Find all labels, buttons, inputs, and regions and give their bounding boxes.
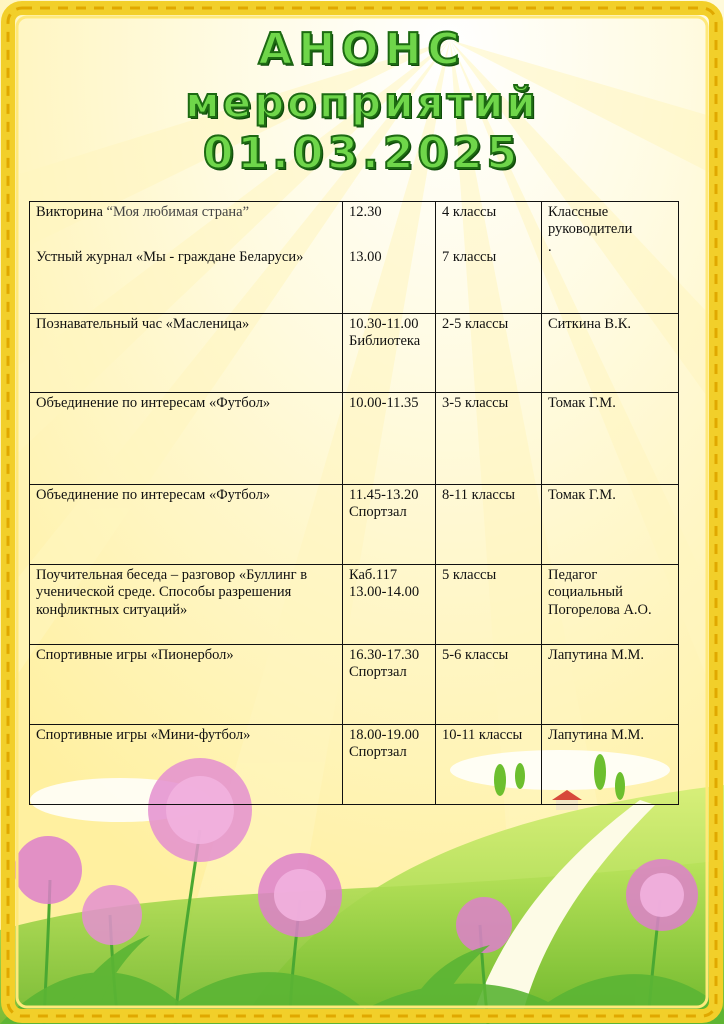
classes-cell: 8-11 классы <box>436 485 542 565</box>
event-text: Устный журнал «Мы - граждане Беларуси» <box>36 249 304 266</box>
time-text: 10.30-11.00 <box>349 316 419 332</box>
classes-cell: 10-11 классы <box>436 725 542 805</box>
responsible-cell: Томак Г.М. <box>542 393 679 485</box>
responsible-text: Педагог социальный <box>548 567 623 601</box>
table-row <box>30 393 679 485</box>
event-text: Викторина “Моя любимая страна” <box>36 204 250 220</box>
responsible-text: Классные руководители <box>548 204 633 238</box>
responsible-text: Погорелова А.О. <box>548 601 652 618</box>
title-announce: АНОНС <box>258 24 466 75</box>
classes-cell: 3-5 классы <box>436 393 542 485</box>
title-events: мероприятий <box>185 78 539 127</box>
classes-cell: 2-5 классы <box>436 314 542 393</box>
table-row <box>30 314 679 393</box>
classes-cell: 5-6 классы <box>436 645 542 725</box>
event-cell: Поучительная беседа – разговор «Буллинг в ученической среде. Способы разрешения конфликтных ситуаций» <box>30 565 343 645</box>
title-date: 01.03.2025 <box>202 128 522 179</box>
time-cell <box>343 725 436 805</box>
time-cell <box>343 314 436 393</box>
place-text: Спортзал <box>349 664 407 681</box>
place-text: Спортзал <box>349 504 407 521</box>
table-row <box>30 645 679 725</box>
responsible-cell: Лапутина М.М. <box>542 725 679 805</box>
time-text: 16.30-17.30 <box>349 647 420 663</box>
responsible-cell <box>542 565 679 645</box>
time-cell <box>343 645 436 725</box>
event-cell: Познавательный час «Масленица» <box>30 314 343 393</box>
classes-cell <box>436 202 542 314</box>
event-cell: Объединение по интересам «Футбол» <box>30 393 343 485</box>
time-cell <box>343 202 436 314</box>
time-cell: 10.00-11.35 <box>343 393 436 485</box>
table-row <box>30 485 679 565</box>
time-text: 13.00 <box>349 249 382 266</box>
time-text: 12.30 <box>349 204 382 220</box>
place-text: Каб.117 <box>349 567 398 583</box>
responsible-cell: Ситкина В.К. <box>542 314 679 393</box>
place-text: Библиотека <box>349 333 421 350</box>
time-cell <box>343 485 436 565</box>
event-cell: Спортивные игры «Пионербол» <box>30 645 343 725</box>
classes-text: 4 классы <box>442 204 497 220</box>
table-row <box>30 725 679 805</box>
time-cell <box>343 565 436 645</box>
events-table <box>29 201 679 805</box>
responsible-cell <box>542 202 679 314</box>
classes-cell: 5 классы <box>436 565 542 645</box>
event-cell <box>30 202 343 314</box>
table-row <box>30 202 679 314</box>
time-text: 13.00-14.00 <box>349 584 420 601</box>
responsible-text: . <box>548 238 552 255</box>
responsible-cell: Лапутина М.М. <box>542 645 679 725</box>
responsible-cell: Томак Г.М. <box>542 485 679 565</box>
time-text: 18.00-19.00 <box>349 727 420 743</box>
place-text: Спортзал <box>349 744 407 761</box>
time-text: 11.45-13.20 <box>349 487 419 503</box>
event-cell: Спортивные игры «Мини-футбол» <box>30 725 343 805</box>
table-row <box>30 565 679 645</box>
event-cell: Объединение по интересам «Футбол» <box>30 485 343 565</box>
classes-text: 7 классы <box>442 249 497 266</box>
